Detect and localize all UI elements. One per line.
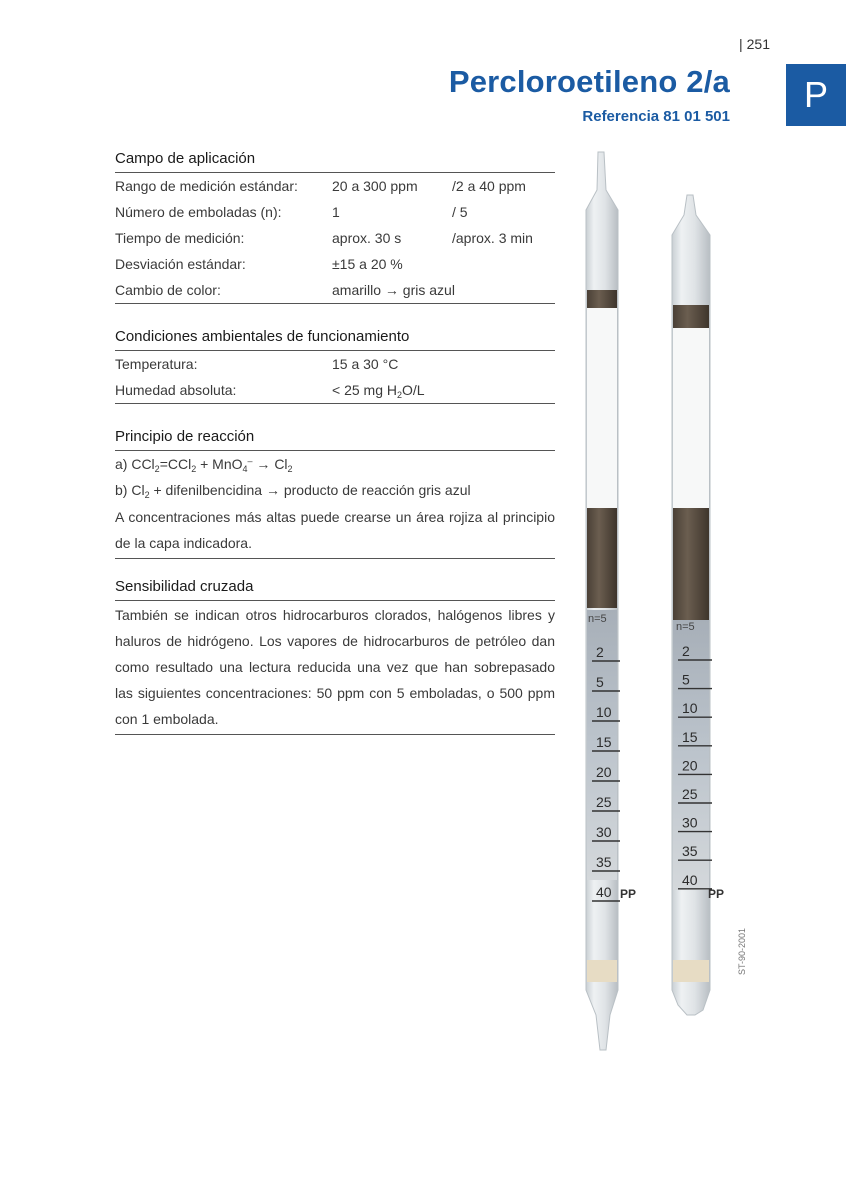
table-row: [115, 173, 555, 199]
reaction-note: A concentraciones más altas puede crearse un área rojiza al principio de la capa indicadora.: [115, 509, 555, 551]
scale-label: 40: [596, 884, 612, 900]
row-label: Tiempo de medición:: [115, 230, 245, 246]
scale-label: 20: [682, 757, 698, 774]
row-label: Rango de medición estándar:: [115, 178, 298, 194]
right-tube-unit: PP: [708, 887, 725, 901]
humidity-label: Humedad absoluta:: [115, 382, 237, 398]
scale-label: 35: [682, 843, 698, 860]
scale-label: 30: [682, 814, 698, 831]
reaction-section: [115, 428, 555, 559]
application-section: [115, 150, 555, 304]
conditions-section: [115, 328, 555, 404]
temperature-label: Temperatura:: [115, 356, 198, 372]
scale-label: 30: [596, 824, 612, 840]
scale-label: 40: [682, 871, 698, 888]
application-heading: Campo de aplicación: [115, 150, 555, 173]
conditions-heading: Condiciones ambientales de funcionamiento: [115, 328, 555, 351]
right-tube: [672, 195, 710, 1015]
application-table: [115, 173, 555, 304]
row-value: 1: [332, 204, 340, 220]
page-number-value: 251: [746, 36, 770, 52]
scale-label: 15: [596, 734, 612, 750]
row-value-alt: / 5: [452, 204, 468, 220]
index-tab: P: [786, 64, 846, 126]
row-value-alt: /2 a 40 ppm: [452, 178, 526, 194]
scale-label: 10: [682, 700, 698, 717]
right-tube-top-mark: n=5: [676, 621, 695, 633]
scale-label: 20: [596, 764, 612, 780]
temperature-value: 15 a 30 °C: [332, 356, 399, 372]
row-label: Cambio de color:: [115, 282, 221, 298]
scale-label: 35: [596, 854, 612, 870]
left-tube-unit: PP: [620, 887, 637, 901]
cross-sensitivity-text: También se indican otros hidrocarburos clorados, halógenos libres y haluros de hidrógeno. Los vapores de hidrocarburos de petróleo dan como resultado una lectura reducida una vez que han sobrepasado las siguientes concentraciones: 50 ppm con 5 emboladas, o 500 ppm con 1 embolada.: [115, 607, 555, 727]
scale-label: 2: [596, 644, 604, 660]
cross-sensitivity-section: [115, 578, 555, 735]
row-value: amarillo → gris azul: [332, 282, 455, 298]
page-title: Percloroetileno 2/a: [448, 64, 730, 99]
reaction-line-b: b) $Cl_2$ + difenilbencidina → producto de reacción gris azul: [115, 482, 471, 500]
scale-label: 2: [682, 643, 690, 659]
scale-label: 5: [596, 674, 604, 690]
row-value: 20 a 300 ppm: [332, 178, 418, 194]
scale-label: 25: [596, 794, 612, 810]
humidity-value: < 25 mg $H_2O/L$: [332, 382, 425, 400]
reaction-body: [115, 451, 555, 559]
scale-label: 15: [682, 728, 698, 745]
table-row: [115, 277, 555, 303]
table-row: [115, 199, 555, 225]
page-number: | 251: [739, 36, 770, 52]
conditions-table: [115, 351, 555, 404]
reference-number: Referencia 81 01 501: [582, 108, 730, 125]
reaction-line-a: a) $CCl_2=CCl_2 + MnO_4^- \to Cl_2$: [115, 456, 293, 474]
image-code: ST-90-2001: [737, 927, 747, 975]
table-row: [115, 377, 555, 403]
row-value: aprox. 30 s: [332, 230, 402, 246]
table-row: [115, 351, 555, 377]
table-row: [115, 225, 555, 251]
left-tube: [586, 152, 618, 1050]
reaction-heading: Principio de reacción: [115, 428, 555, 451]
left-tube-top-mark: n=5: [588, 613, 607, 625]
row-label: Desviación estándar:: [115, 256, 246, 272]
row-value: ±15 a 20 %: [332, 256, 403, 272]
scale-label: 5: [682, 671, 690, 688]
scale-label: 10: [596, 704, 612, 720]
table-row: [115, 251, 555, 277]
detector-tubes-photo: [560, 140, 760, 1070]
cross-sensitivity-heading: Sensibilidad cruzada: [115, 578, 555, 601]
row-value-alt: /aprox. 3 min: [452, 230, 533, 246]
scale-label: 25: [682, 786, 698, 802]
row-label: Número de emboladas (n):: [115, 204, 282, 220]
